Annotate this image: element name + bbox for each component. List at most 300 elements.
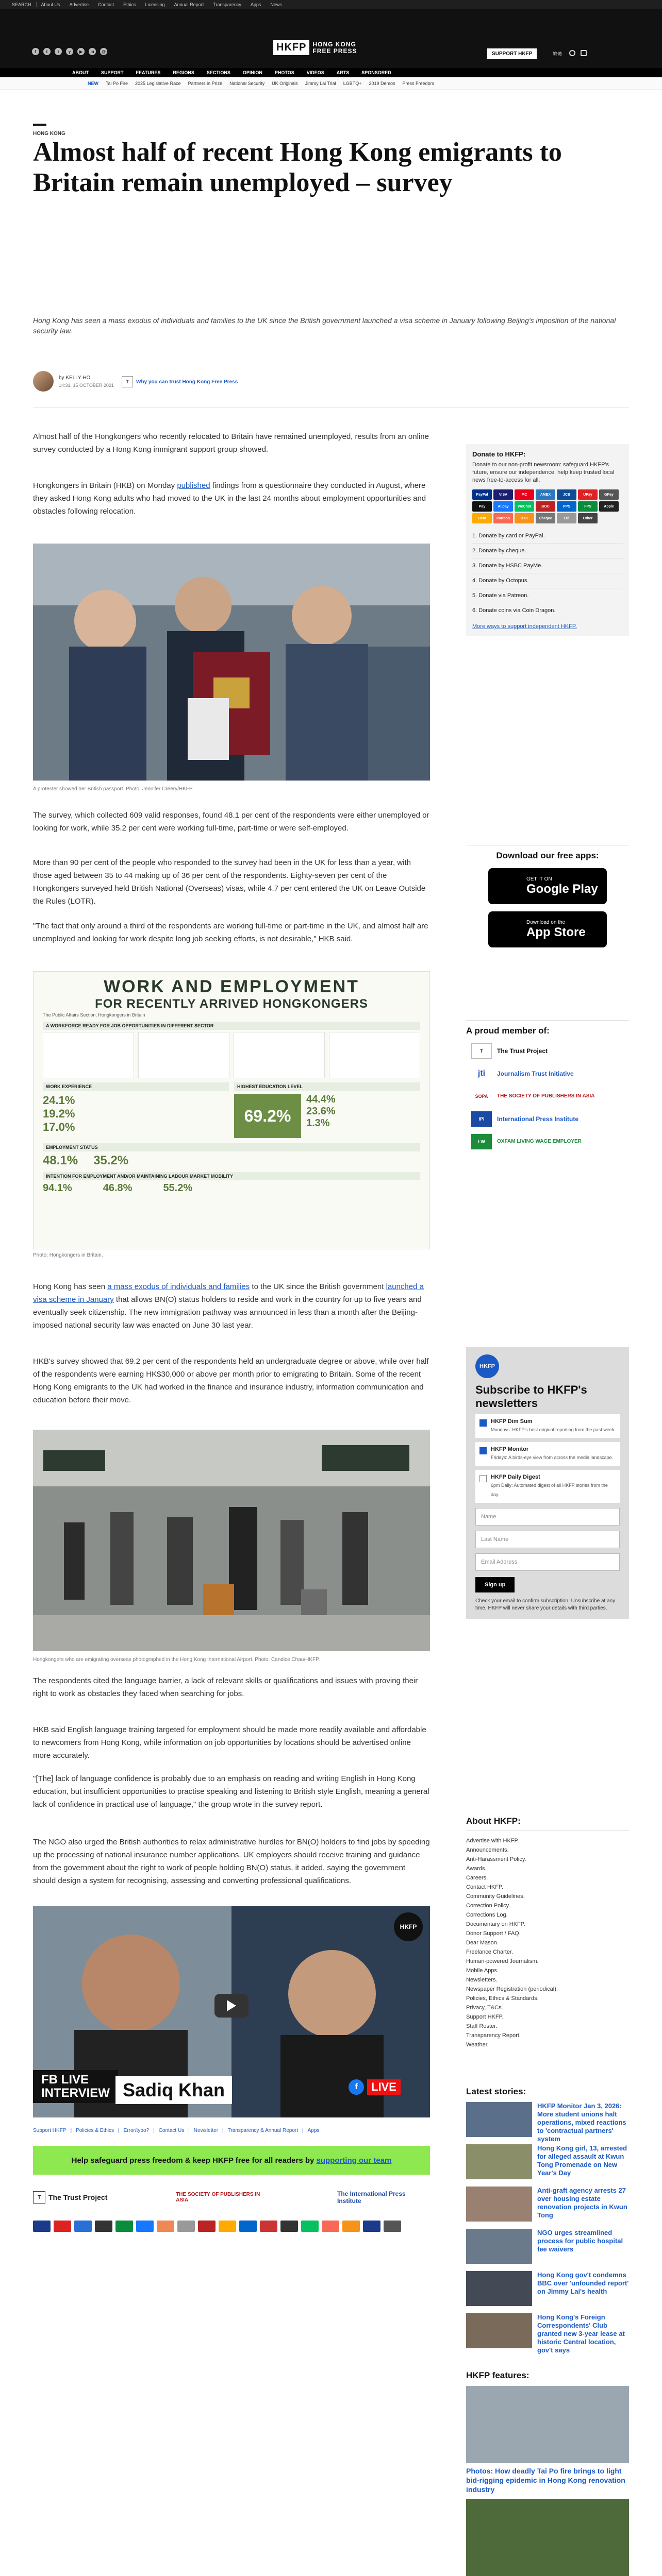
- infographic-section: A WORKFORCE READY FOR JOB OPPORTUNITIES IN DIFFERENT SECTOR: [43, 1022, 420, 1030]
- banner-text-span: Help safeguard press freedom & keep HKFP free for all readers by: [71, 2156, 315, 2165]
- about-link[interactable]: Policies, Ethics & Standards.: [466, 1995, 539, 2002]
- story-thumbnail: [466, 2271, 532, 2306]
- topbar-link[interactable]: Annual Report: [174, 2, 204, 7]
- table-block: [138, 1032, 229, 1078]
- paragraph-text: "The fact that only around a third of the respondents are working full-time or part-time in the UK, and almost half are unemployed and looking for work despite long job seeking efforts, is not desirable," HKB said.: [33, 922, 428, 943]
- payment-logo: [157, 2221, 174, 2232]
- article-paragraph: [33, 1772, 430, 1811]
- site-logo[interactable]: [273, 40, 357, 55]
- org-logo: SOPA: [475, 1094, 488, 1099]
- option-desc: Mondays: HKFP's best original reporting from the past week.: [491, 1427, 616, 1432]
- org-logo: IPI: [471, 1111, 492, 1127]
- stat-value: 48.1%: [43, 1154, 78, 1167]
- support-hkfp-button[interactable]: SUPPORT HKFP: [487, 48, 537, 59]
- apps-title: Download our free apps:: [466, 845, 629, 861]
- paragraph-text: The respondents cited the language barrier, a lack of relevant skills or qualifications and issues with proving their right to work as obstacles they faced when searching for jobs.: [33, 1676, 418, 1698]
- about-link[interactable]: Careers.: [466, 1875, 488, 1881]
- facebook-icon: f: [349, 2079, 364, 2095]
- topbar-link[interactable]: Transparency: [213, 2, 241, 7]
- card-logo[interactable]: WeChat: [515, 501, 534, 512]
- email-field[interactable]: Email Address: [475, 1553, 620, 1571]
- facebook-icon[interactable]: f: [32, 48, 39, 55]
- features-title: HKFP features:: [466, 2365, 629, 2381]
- stat-value: 46.8%: [103, 1182, 133, 1194]
- about-link[interactable]: Support HKFP.: [466, 2014, 504, 2020]
- paragraph-text: The survey, which collected 609 valid responses, found 48.1 per cent of the respondents were either unemployed or looking for work, while 35.2 per cent were working full-time, part-time or were self-employed.: [33, 811, 429, 833]
- card-logo[interactable]: UPay: [578, 489, 598, 500]
- stat-value: 35.2%: [93, 1154, 129, 1167]
- banner-link[interactable]: supporting our team: [316, 2156, 392, 2165]
- article-paragraph: [33, 1836, 430, 1887]
- footer-link[interactable]: Transparency & Annual Report: [227, 2128, 299, 2133]
- trust-link-label: Why you can trust Hong Kong Free Press: [136, 379, 238, 385]
- text-span: to the UK since the British government: [250, 1282, 386, 1291]
- story-title[interactable]: Anti-graft agency arrests 27 over housing estate renovation projects in Kwun Tong: [537, 2187, 627, 2219]
- trending-link[interactable]: UK Originals: [272, 80, 298, 86]
- trust-project-icon: T: [33, 2191, 45, 2204]
- nav-item[interactable]: OPINION: [242, 70, 262, 75]
- separator: |: [222, 2128, 224, 2133]
- payment-logo: [198, 2221, 216, 2232]
- author-name[interactable]: by KELLY HO: [59, 375, 91, 381]
- support-banner[interactable]: [33, 2146, 430, 2175]
- logo-mark: HKFP: [273, 40, 309, 55]
- nav-item[interactable]: ABOUT: [72, 70, 89, 75]
- story-thumbnail: [466, 2102, 532, 2137]
- video-icon[interactable]: ▶: [77, 48, 85, 55]
- footer-link[interactable]: Support HKFP: [33, 2128, 67, 2133]
- feature-image: [466, 2386, 629, 2463]
- table-block: [234, 1032, 325, 1078]
- stat-value: 24.1%: [43, 1094, 75, 1107]
- trending-link[interactable]: 2025 Legislative Race: [135, 80, 181, 86]
- card-logo[interactable]: Other: [578, 513, 598, 523]
- story-thumbnail: [466, 2229, 532, 2264]
- separator: |: [302, 2128, 304, 2133]
- story-title[interactable]: Hong Kong girl, 13, arrested for alleged assault at Kwun Tong Promenade on New Year's Day: [537, 2144, 627, 2177]
- play-icon: [227, 2000, 236, 2011]
- newsletter-option[interactable]: [475, 1414, 620, 1438]
- card-logo[interactable]: GPay: [599, 489, 619, 500]
- card-logo[interactable]: Apple: [599, 501, 619, 512]
- payment-logo: [136, 2221, 154, 2232]
- video-guest: Sadiq Khan: [115, 2076, 232, 2104]
- payment-logo: [301, 2221, 319, 2232]
- payment-logo: [363, 2221, 380, 2232]
- kicker-bar: [33, 124, 46, 126]
- about-title: About HKFP:: [466, 1816, 521, 1826]
- paragraph-text: More than 90 per cent of the people who responded to the survey had been in the UK for less than a year, with those aged between 35 to 44 making up of 36 per cent of the respondents. Eighty-seven per cent of the Hongkongers surveyed held British National (Overseas) visas, while 4.7 per cent entered the UK on Leave Outside the Rules (LOTR).: [33, 858, 426, 906]
- separator: |: [188, 2128, 190, 2133]
- card-logo[interactable]: BTC: [515, 513, 534, 523]
- newsletter-option[interactable]: [475, 1442, 620, 1466]
- paragraph-text: HKB said English language training targeted for employment should be made more readily available and affordable to newcomers from Hong Kong, while information on job opportunities by locations should be advertised online more accurately.: [33, 1725, 426, 1760]
- nav-item[interactable]: VIDEOS: [306, 70, 324, 75]
- topbar-link[interactable]: Licensing: [145, 2, 165, 7]
- member-org[interactable]: [466, 1066, 629, 1081]
- instagram-icon[interactable]: i: [55, 48, 62, 55]
- main-nav: [0, 68, 662, 77]
- nav-item[interactable]: REGIONS: [173, 70, 194, 75]
- app-store-button[interactable]: [488, 911, 607, 947]
- author-avatar: [33, 371, 54, 392]
- about-block: [466, 1816, 629, 2049]
- last-name-field[interactable]: Last Name: [475, 1531, 620, 1548]
- payment-logo: [280, 2221, 298, 2232]
- social-icons: [32, 48, 107, 55]
- story-item[interactable]: [466, 2313, 629, 2354]
- about-link[interactable]: Correction Policy.: [466, 1903, 510, 1909]
- video-label-line: INTERVIEW: [41, 2086, 110, 2100]
- newsletter-note: Check your email to confirm subscription. Unsubscribe at any time. HKFP will never share your details with third parties.: [475, 1598, 616, 1611]
- story-title[interactable]: HKFP Monitor Jan 3, 2026: More student unions halt operations, mixed reactions to 'contractual partners' system: [537, 2102, 626, 2143]
- feature-title[interactable]: Photos: How deadly Tai Po fire brings to light bid-rigging epidemic in Hong Kong renovation industry: [466, 2467, 625, 2494]
- payment-logo: [342, 2221, 360, 2232]
- sign-up-button[interactable]: Sign up: [475, 1577, 515, 1592]
- story-thumbnail: [466, 2187, 532, 2222]
- linkedin-icon[interactable]: in: [89, 48, 96, 55]
- stat-value: 17.0%: [43, 1121, 75, 1133]
- infographic-title-2: FOR RECENTLY ARRIVED HONGKONGERS: [95, 997, 368, 1011]
- article-paragraph: [33, 920, 430, 945]
- feature-card[interactable]: [466, 2499, 629, 2576]
- story-item[interactable]: [466, 2102, 629, 2143]
- about-link[interactable]: Newsletters.: [466, 1977, 498, 1983]
- story-item[interactable]: [466, 2229, 629, 2266]
- story-title[interactable]: Hong Kong's Foreign Correspondents' Club granted new 3-year lease at historic Central location, gov't says: [537, 2313, 625, 2354]
- separator: |: [70, 2128, 72, 2133]
- footer-link[interactable]: Error/typo?: [123, 2128, 150, 2133]
- story-item[interactable]: [466, 2144, 629, 2181]
- member-org[interactable]: [466, 1111, 629, 1127]
- article-paragraph: [33, 1280, 430, 1332]
- org-name: The Trust Project: [497, 1047, 548, 1055]
- payment-logo: [74, 2221, 92, 2232]
- airport-photo: [33, 1430, 430, 1651]
- about-link[interactable]: Mobile Apps.: [466, 1968, 499, 1974]
- donate-title: Donate to HKFP:: [472, 450, 526, 458]
- story-thumbnail: [466, 2144, 532, 2179]
- payment-logo: [322, 2221, 339, 2232]
- trust-project-logo[interactable]: [33, 2191, 107, 2204]
- language-toggle[interactable]: 繁體: [553, 52, 562, 57]
- payment-logo: [260, 2221, 277, 2232]
- option-title: HKFP Monitor: [491, 1446, 529, 1452]
- about-link[interactable]: Awards.: [466, 1866, 487, 1872]
- card-logo[interactable]: Octo: [472, 513, 492, 523]
- topbar-link[interactable]: News: [270, 2, 282, 7]
- donate-option[interactable]: 1. Donate by card or PayPal.: [472, 529, 623, 544]
- search-icon[interactable]: [569, 50, 575, 56]
- infographic-title: WORK AND EMPLOYMENT: [104, 977, 359, 996]
- logo-text: [312, 41, 357, 55]
- stat-value: 19.2%: [43, 1107, 75, 1120]
- org-name: Journalism Trust Initiative: [497, 1070, 574, 1077]
- story-item[interactable]: [466, 2187, 629, 2224]
- member-org[interactable]: [466, 1043, 629, 1059]
- infographic-frame: [33, 971, 430, 1249]
- payment-logo: [384, 2221, 401, 2232]
- inline-link[interactable]: a mass exodus of individuals and families: [107, 1282, 250, 1291]
- org-logo: jti: [477, 1069, 486, 1078]
- donate-option[interactable]: 2. Donate by cheque.: [472, 544, 623, 558]
- card-logo[interactable]: PPS: [557, 501, 576, 512]
- article-paragraph: [33, 1723, 430, 1762]
- about-link[interactable]: Donor Support / FAQ.: [466, 1930, 521, 1937]
- about-link[interactable]: Freelance Charter.: [466, 1949, 514, 1955]
- donate-text: Donate to our non-profit newsroom: safeguard HKFP's future, ensure our independence, help keep trusted local news free-to-access for all.: [472, 462, 615, 483]
- footer-link[interactable]: Newsletter: [193, 2128, 219, 2133]
- about-link[interactable]: Staff Roster.: [466, 2023, 498, 2029]
- trending-bar: [0, 77, 662, 90]
- infographic-section: INTENTION FOR EMPLOYMENT AND/OR MAINTAINING LABOUR MARKET MOBILITY: [43, 1172, 420, 1180]
- payment-logo: [54, 2221, 71, 2232]
- payment-logo: [219, 2221, 236, 2232]
- trending-link[interactable]: Press Freedom: [402, 80, 435, 86]
- card-logo[interactable]: Pay: [472, 501, 492, 512]
- option-desc: Fridays: A birds-eye view from across the media landscape.: [491, 1455, 614, 1460]
- newsletter-option[interactable]: [475, 1470, 620, 1503]
- photo-caption: Photo: Hongkongers in Britain.: [33, 1252, 103, 1258]
- about-link[interactable]: Newspaper Registration (periodical).: [466, 1986, 558, 1992]
- member-org[interactable]: [466, 1134, 629, 1149]
- inline-link[interactable]: published: [177, 481, 210, 490]
- article-footer-links: [33, 2128, 319, 2133]
- org-logo: LW: [471, 1134, 492, 1149]
- payment-logo: [95, 2221, 112, 2232]
- card-logo[interactable]: FPS: [578, 501, 598, 512]
- org-logo: T: [471, 1043, 492, 1059]
- nav-item[interactable]: SPONSORED: [361, 70, 391, 75]
- separator: |: [118, 2128, 120, 2133]
- more-ways-link[interactable]: More ways to support independent HKFP.: [472, 623, 577, 630]
- topbar-link[interactable]: Advertise: [69, 2, 89, 7]
- nav-item[interactable]: PHOTOS: [274, 70, 294, 75]
- checkbox[interactable]: [479, 1475, 487, 1482]
- article-paragraph: [33, 1355, 430, 1406]
- donate-option[interactable]: 5. Donate via Patreon.: [472, 588, 623, 603]
- topbar-link[interactable]: About Us: [41, 2, 60, 7]
- newsletter-badge: HKFP: [475, 1354, 499, 1378]
- about-link[interactable]: Dear Mason.: [466, 1940, 499, 1946]
- paragraph-text: HKB's survey showed that 69.2 per cent of the respondents held an undergraduate degree or above, while over half of the respondents were earning HK$30,000 or above per month prior to emigrating to Britain. Some of the recent Hong Kong emigrants to the UK had worked in the finance and insurance industry, information communication and education before their move.: [33, 1357, 429, 1404]
- about-link[interactable]: Community Guidelines.: [466, 1893, 525, 1900]
- about-link[interactable]: Announcements.: [466, 1847, 509, 1853]
- org-name: International Press Institute: [497, 1115, 579, 1123]
- donation-methods: [472, 489, 623, 523]
- stat-value: 44.4%: [306, 1094, 336, 1105]
- logo-line: HONG KONG: [312, 40, 356, 48]
- sector-table: [43, 1032, 420, 1078]
- story-title[interactable]: NGO urges streamlined process for public hospital fee waivers: [537, 2229, 623, 2253]
- card-logo[interactable]: AMEX: [536, 489, 555, 500]
- card-logo[interactable]: PayPal: [472, 489, 492, 500]
- trending-link[interactable]: National Security: [229, 80, 265, 86]
- about-link[interactable]: Anti-Harassment Policy.: [466, 1856, 526, 1862]
- about-link[interactable]: Human-powered Journalism.: [466, 1958, 539, 1964]
- paragraph-text: The NGO also urged the British authorities to relax administrative hurdles for BN(O) holders to find jobs by speeding up the processing of national insurance number applications. UK employers should receive training and guidance from the government about the right to work of people holding BN(O) status, it added, saying the government should design a system for recognising, assessing and converting professional qualifications.: [33, 1838, 430, 1885]
- photo-caption: Hongkongers who are emigrating overseas photographed in the Hong Kong International Airport. Photo: Candice Chau/HKFP.: [33, 1657, 320, 1663]
- story-item[interactable]: [466, 2271, 629, 2308]
- donate-box: [466, 444, 629, 636]
- footer-link[interactable]: Policies & Ethics: [76, 2128, 114, 2133]
- store-small: Download on the: [526, 919, 566, 925]
- table-block: [329, 1032, 420, 1078]
- infographic-section: HIGHEST EDUCATION LEVEL: [234, 1082, 420, 1091]
- member-org[interactable]: [466, 1089, 629, 1104]
- infographic-section: WORK EXPERIENCE: [43, 1082, 229, 1091]
- article-paragraph: [33, 1674, 430, 1700]
- topbar-link[interactable]: Apps: [250, 2, 261, 7]
- trust-row: [33, 2187, 430, 2208]
- newsletter-title: Subscribe to HKFP's newsletters: [475, 1383, 587, 1410]
- card-logo[interactable]: Alipay: [493, 501, 513, 512]
- card-logo[interactable]: VISA: [493, 489, 513, 500]
- article-title: Almost half of recent Hong Kong emigrants to Britain remain unemployed – survey: [33, 138, 562, 197]
- latest-stories: [466, 2087, 629, 2354]
- payment-logos: [33, 2221, 430, 2232]
- footer-link[interactable]: Apps: [307, 2128, 320, 2133]
- logo-line: FREE PRESS: [312, 47, 357, 55]
- option-title: HKFP Dim Sum: [491, 1418, 533, 1425]
- trending-link[interactable]: 2019 Demos: [369, 80, 395, 86]
- card-logo[interactable]: Ltd: [557, 513, 576, 523]
- text-span: findings from a questionnaire they conducted in August, where they asked Hong Kong adults who had moved to the UK in the last 24 months about employment opportunities and obstacles following relocation.: [33, 481, 426, 516]
- feature-image: [466, 2499, 629, 2576]
- stat-value: 1.3%: [306, 1117, 330, 1129]
- infographic-section: EMPLOYMENT STATUS: [43, 1143, 420, 1151]
- payment-logo: [177, 2221, 195, 2232]
- paragraph-text: [33, 1280, 430, 1332]
- about-link[interactable]: Contact HKFP.: [466, 1884, 503, 1890]
- nav-item[interactable]: ARTS: [336, 70, 350, 75]
- video-label: [33, 2070, 118, 2103]
- infographic-source: The Public Affairs Section, Hongkongers in Britain: [43, 1012, 145, 1018]
- member-title: A proud member of:: [466, 1020, 629, 1036]
- trending-label: NEW: [88, 80, 98, 86]
- video-label-line: FB LIVE: [41, 2073, 89, 2087]
- latest-title: Latest stories:: [466, 2087, 526, 2096]
- utility-bar: [0, 0, 662, 9]
- nav-item[interactable]: FEATURES: [136, 70, 161, 75]
- email-icon[interactable]: @: [100, 48, 107, 55]
- publish-date: 14:31, 15 OCTOBER 2021: [59, 382, 114, 388]
- live-label: LIVE: [367, 2079, 401, 2095]
- article-subtitle: Hong Kong has seen a mass exodus of individuals and families to the UK since the British government launched a visa scheme in January following Beijing's imposition of the national security law.: [33, 316, 616, 335]
- trending-link[interactable]: LGBTQ+: [343, 80, 362, 86]
- org-name: OXFAM LIVING WAGE EMPLOYER: [497, 1139, 582, 1144]
- footer-link[interactable]: Contact Us: [158, 2128, 185, 2133]
- trending-link[interactable]: Jimmy Lai Trial: [305, 80, 336, 86]
- video-embed[interactable]: [33, 1906, 430, 2117]
- sopa-logo[interactable]: THE SOCIETY OF PUBLISHERS IN ASIA: [176, 2192, 260, 2203]
- payment-logo: [239, 2221, 257, 2232]
- table-block: [43, 1032, 134, 1078]
- youtube-icon[interactable]: y: [66, 48, 73, 55]
- card-logo[interactable]: MC: [515, 489, 534, 500]
- trust-link[interactable]: [122, 376, 238, 387]
- twitter-icon[interactable]: t: [43, 48, 51, 55]
- about-link[interactable]: Advertise with HKFP.: [466, 1838, 519, 1844]
- protest-photo: [33, 544, 430, 781]
- article-photo: [33, 544, 430, 792]
- about-link[interactable]: Weather.: [466, 2042, 489, 2048]
- topbar-link[interactable]: Contact: [98, 2, 114, 7]
- stat-value: 55.2%: [163, 1182, 193, 1194]
- trending-link[interactable]: Tai Po Fire: [106, 80, 128, 86]
- option-title: HKFP Daily Digest: [491, 1474, 540, 1480]
- stat-value: 23.6%: [306, 1106, 336, 1117]
- article-kicker[interactable]: HONG KONG: [33, 131, 65, 137]
- apps-block: [466, 845, 629, 947]
- card-logo[interactable]: JCB: [557, 489, 576, 500]
- feature-card[interactable]: [466, 2386, 629, 2494]
- checkbox[interactable]: [479, 1447, 487, 1454]
- about-link[interactable]: Transparency Report.: [466, 2032, 521, 2039]
- text-span: Hong Kong has seen: [33, 1282, 108, 1291]
- story-title[interactable]: Hong Kong gov't condemns BBC over 'unfounded report' on Jimmy Lai's health: [537, 2271, 629, 2295]
- google-play-button[interactable]: [488, 868, 607, 904]
- paragraph-text: "[The] lack of language confidence is probably due to an emphasis on reading and writing English in Hong Kong education, but insufficient opportunities to practise speaking and listening to British style English, meaning a general lack of confidence in practical use of language," the group wrote in the survey report.: [33, 1774, 429, 1809]
- payment-logo: [115, 2221, 133, 2232]
- inline-link[interactable]: launched a visa scheme in January: [33, 1282, 424, 1304]
- newsletter-box: [466, 1347, 629, 1619]
- card-logo[interactable]: Cheque: [536, 513, 555, 523]
- donate-option[interactable]: 3. Donate by HSBC PayMe.: [472, 558, 623, 573]
- separator: |: [153, 2128, 155, 2133]
- org-name: THE SOCIETY OF PUBLISHERS IN ASIA: [497, 1093, 595, 1099]
- nav-item[interactable]: SECTIONS: [206, 70, 230, 75]
- about-link[interactable]: Corrections Log.: [466, 1912, 508, 1918]
- paragraph-text: [33, 479, 430, 518]
- donate-option[interactable]: 4. Donate by Octopus.: [472, 573, 623, 588]
- article-paragraph: [33, 856, 430, 908]
- store-name: App Store: [526, 925, 586, 939]
- about-link[interactable]: Privacy, T&Cs.: [466, 2005, 503, 2011]
- hkfp-badge: HKFP: [394, 1912, 423, 1941]
- divider: [33, 407, 629, 408]
- stat-value: 94.1%: [43, 1182, 72, 1194]
- search-link[interactable]: SEARCH: [12, 2, 31, 7]
- features-block: [466, 2365, 629, 2576]
- topbar-link[interactable]: Ethics: [123, 2, 136, 7]
- article-photo: [33, 1430, 430, 1663]
- text-span: that allows BN(O) status holders to reside and work in the country for up to five years and eventually seek citizenship. The new immigration pathway was announced in less than a month after the Beijing-imposed national security law was enacted on June 30 last year.: [33, 1295, 422, 1330]
- nav-item[interactable]: SUPPORT: [101, 70, 124, 75]
- card-logo[interactable]: BOC: [536, 501, 555, 512]
- article-paragraph: [33, 479, 430, 518]
- donate-option[interactable]: 6. Donate coins via Coin Dragon.: [472, 603, 623, 618]
- trending-link[interactable]: Partners in Prize: [188, 80, 223, 86]
- education-stat: 69.2%: [234, 1094, 301, 1138]
- site-header: [0, 9, 662, 68]
- trust-project-icon: T: [122, 376, 133, 387]
- story-thumbnail: [466, 2313, 532, 2348]
- banner-text: [72, 2156, 392, 2165]
- article-paragraph: [33, 430, 430, 456]
- checkbox[interactable]: [479, 1419, 487, 1427]
- paragraph-text: Almost half of the Hongkongers who recently relocated to Britain have remained unemployed, results from an online survey conducted by a Hong Kong immigrant support group showed.: [33, 432, 429, 454]
- card-logo[interactable]: Patreon: [493, 513, 513, 523]
- play-button[interactable]: [214, 1994, 249, 2018]
- account-icon[interactable]: [581, 50, 587, 56]
- ipi-logo[interactable]: The International Press Institute: [337, 2190, 406, 2205]
- about-link[interactable]: Documentary on HKFP.: [466, 1921, 525, 1927]
- text-span: Hongkongers in Britain (HKB) on Monday: [33, 481, 177, 490]
- first-name-field[interactable]: Name: [475, 1508, 620, 1526]
- payment-logo: [33, 2221, 51, 2232]
- store-small: GET IT ON: [526, 876, 552, 882]
